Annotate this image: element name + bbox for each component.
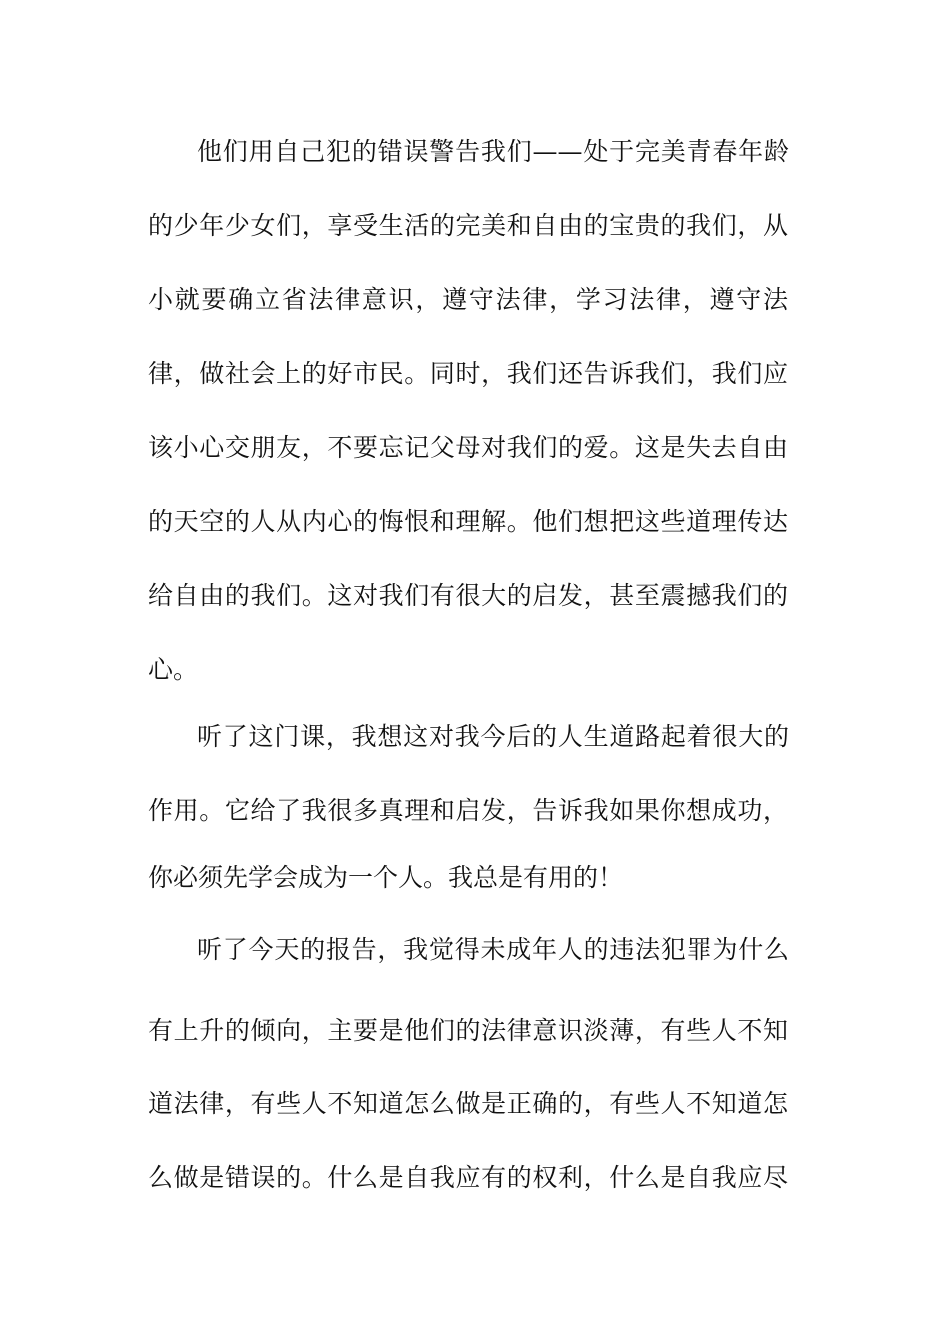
text-line: 你必须先学会成为一个人。我总是有用的！ bbox=[148, 863, 624, 892]
text-line: 作用。它给了我很多真理和启发，告诉我如果你想成功， bbox=[148, 796, 788, 825]
text-line: 道法律，有些人不知道怎么做是正确的，有些人不知道怎 bbox=[148, 1089, 788, 1118]
text-line: 小就要确立省法律意识，遵守法律，学习法律，遵守法 bbox=[148, 285, 788, 314]
text-line: 他们用自己犯的错误警告我们——处于完美青春年龄 bbox=[197, 137, 789, 166]
text-line: 听了今天的报告，我觉得未成年人的违法犯罪为什么 bbox=[197, 935, 789, 964]
text-line: 给自由的我们。这对我们有很大的启发，甚至震撼我们的 bbox=[148, 581, 788, 610]
text-line: 么做是错误的。什么是自我应有的权利，什么是自我应尽 bbox=[148, 1163, 788, 1192]
text-line: 听了这门课，我想这对我今后的人生道路起着很大的 bbox=[197, 722, 789, 751]
text-line: 的少年少女们，享受生活的完美和自由的宝贵的我们，从 bbox=[148, 211, 788, 240]
text-line: 的天空的人从内心的悔恨和理解。他们想把这些道理传达 bbox=[148, 507, 788, 536]
text-line: 律，做社会上的好市民。同时，我们还告诉我们，我们应 bbox=[148, 359, 788, 388]
text-line: 该小心交朋友，不要忘记父母对我们的爱。这是失去自由 bbox=[148, 433, 788, 462]
text-line: 心。 bbox=[148, 655, 199, 684]
text-line: 有上升的倾向，主要是他们的法律意识淡薄，有些人不知 bbox=[148, 1016, 788, 1045]
